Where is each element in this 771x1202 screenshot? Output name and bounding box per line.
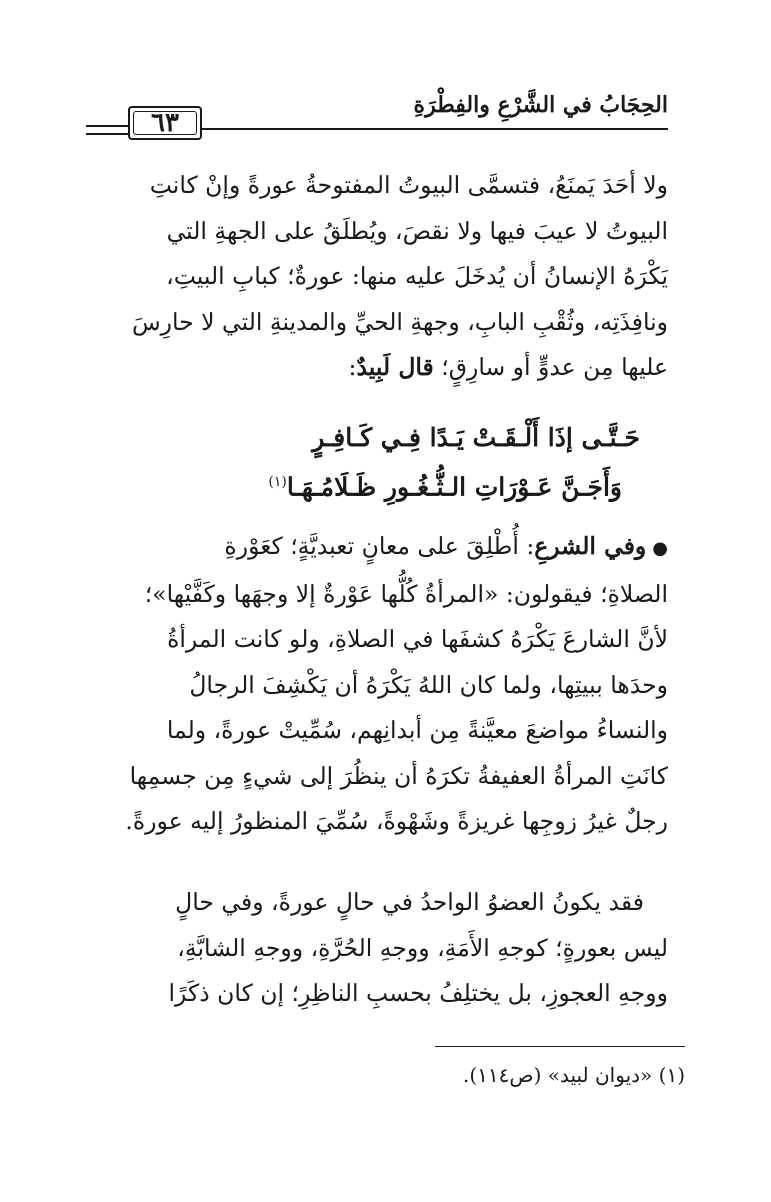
text-line <box>86 524 668 572</box>
page-number-frame <box>128 106 202 140</box>
text-line: البيوتُ لا عيبَ فيها ولا نقصَ، ويُطلَقُ على الجهةِ التي <box>166 216 668 245</box>
paragraph-3 <box>86 880 668 1017</box>
text-line: رجلٌ غيرُ زوجِها غريزةً وشَهْوةً، سُمِّيَ المنظورُ إليه عورةً. <box>125 807 668 835</box>
poet-attribution: قال لَبِيدٌ <box>356 353 434 381</box>
footnote-marker: (١) <box>268 474 287 490</box>
text-line: فقد يكونُ العضوُ الواحدُ في حالٍ عورةً، وفي حالٍ <box>175 888 644 916</box>
running-title: الحِجَابُ في الشَّرْعِ والفِطْرَةِ <box>413 92 668 118</box>
text-line: يَكْرَهُ الإنسانُ أن يُدخَلَ عليه منها: عورةٌ؛ كبابِ البيتِ، <box>166 262 668 290</box>
verse-line-2 <box>120 460 640 509</box>
text-line: والنساءُ مواضعَ معيَّنةً مِن أبدانِهم، سُمِّيتْ عورةً، ولما <box>166 716 668 744</box>
paragraph-2 <box>86 524 668 845</box>
page-number: ٦٣ <box>151 108 179 138</box>
footnote: (١) «ديوان لبيد» (ص١١٤). <box>462 1063 685 1087</box>
paragraph-1 <box>86 163 668 391</box>
text-line: ليس بعورةٍ؛ كوجهِ الأَمَةِ، ووجهِ الحُرَّةِ، ووجهِ الشابَّةِ، <box>177 933 668 962</box>
text-line: كانَتِ المرأةُ العفيفةُ تكرَهُ أن ينظُرَ إلى شيءٍ مِن جسمِها <box>129 761 668 790</box>
text-line: ولا أحَدَ يَمنَعُ، فتسمَّى البيوتُ المفتوحةُ عورةً وإنْ كانتِ <box>149 171 668 199</box>
header-rule <box>202 128 668 130</box>
text-line <box>86 345 668 391</box>
verse-line-1: حَـتَّـى إذَا أَلْـقَـتْ يَـدًا فِـي كَـافِـرٍ <box>312 423 640 452</box>
text-run: عليها مِن عدوٍّ أو سارِقٍ؛ <box>441 353 668 381</box>
header-rule-left <box>86 125 128 135</box>
verse-text: وَأَجَـنَّ عَـوْرَاتِ الـثُّـغُـورِ ظَـلَامُـهَـا <box>286 472 622 502</box>
bullet-icon: ● <box>652 538 668 559</box>
text-line: الصلاةِ؛ فيقولون: «المرأةُ كُلُّها عَوْرةٌ إلا وجهَها وكَفَّيْها»؛ <box>144 579 668 608</box>
section-lead: وفي الشرعِ <box>534 532 647 560</box>
text-line: ونافِذَتِه، وثُقْبِ البابِ، وجهةِ الحيِّ والمدينةِ التي لا حارِسَ <box>131 307 668 336</box>
text-line: ووجهِ العجوزِ، بل يختلِفُ بحسبِ الناظِرِ؛ إن كان ذكَرًا <box>168 979 668 1007</box>
colon: : <box>348 353 357 381</box>
text-line: وحدَها ببيتِها، ولما كان اللهُ يَكْرَهُ أن يَكْشِفَ الرجالُ <box>189 670 668 699</box>
footnote-rule <box>435 1046 685 1047</box>
text-run: : أُطْلِقَ على معانٍ تعبديَّةٍ؛ كعَوْرةِ <box>224 532 535 560</box>
text-line: لأنَّ الشارعَ يَكْرَهُ كشفَها في الصلاةِ، ولو كانت المرأةُ <box>167 625 668 653</box>
page-header <box>86 92 668 142</box>
